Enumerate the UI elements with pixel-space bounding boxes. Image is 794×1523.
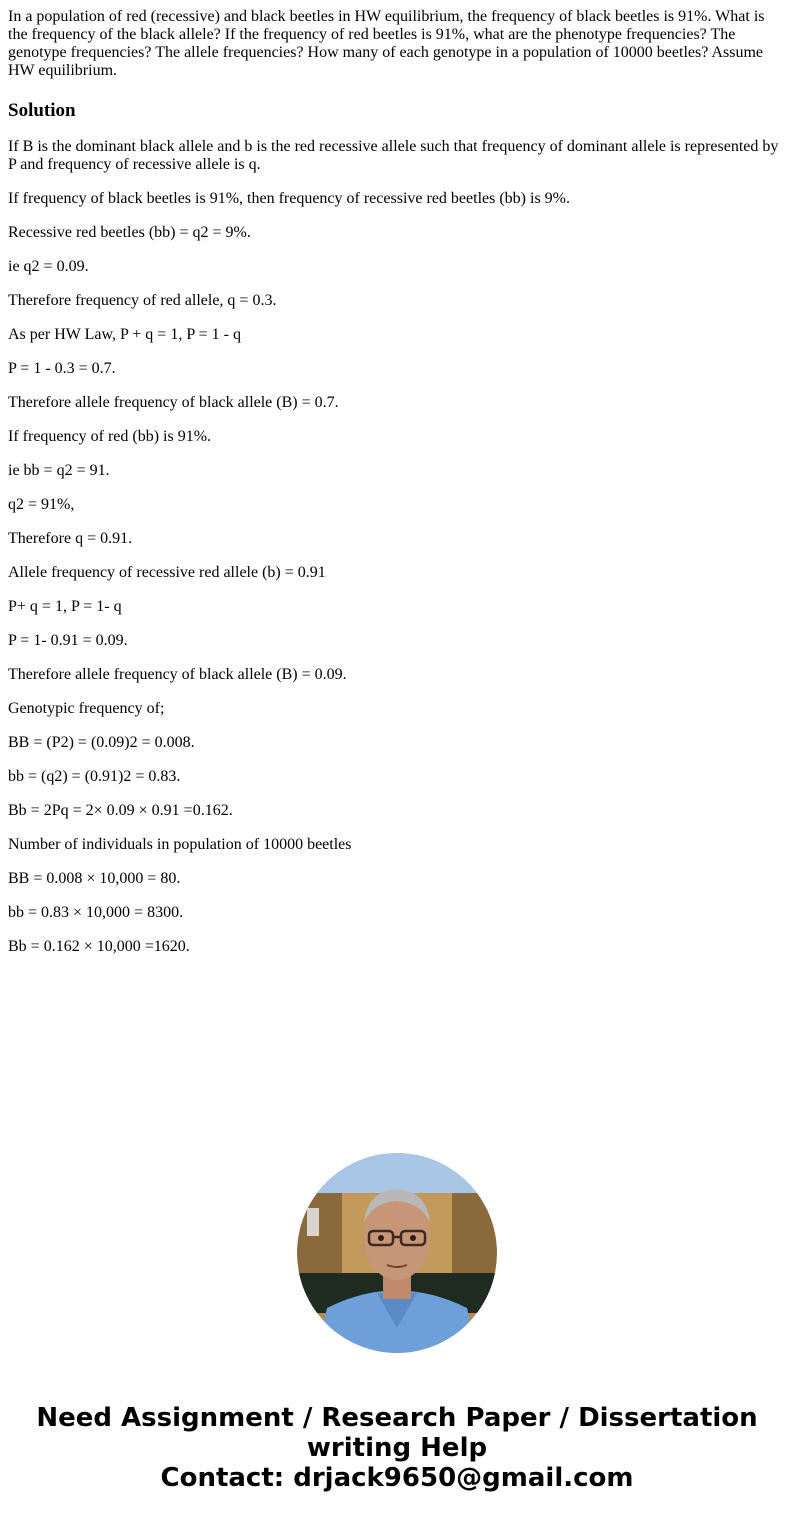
footer-line-2: writing Help <box>306 1433 488 1463</box>
solution-step: Therefore allele frequency of black allele (B) = 0.09. <box>8 666 347 683</box>
footer-contact: Contact: drjack9650@gmail.com <box>160 1463 634 1493</box>
solution-step: BB = 0.008 × 10,000 = 80. <box>8 870 181 887</box>
solution-step: Therefore q = 0.91. <box>8 530 133 547</box>
solution-step: Bb = 2Pq = 2× 0.09 × 0.91 =0.162. <box>8 802 233 819</box>
solution-step: P+ q = 1, P = 1- q <box>8 598 122 615</box>
footer-banner <box>0 1403 794 1493</box>
author-avatar <box>297 1153 497 1353</box>
footer-line-1: Need Assignment / Research Paper / Dissertation <box>36 1403 758 1433</box>
solution-step: Genotypic frequency of; <box>8 700 165 717</box>
solution-heading: Solution <box>8 100 76 121</box>
solution-step: If frequency of black beetles is 91%, then frequency of recessive red beetles (bb) is 9%. <box>8 190 570 207</box>
solution-step: P = 1 - 0.3 = 0.7. <box>8 360 116 377</box>
solution-step: Allele frequency of recessive red allele (b) = 0.91 <box>8 564 326 581</box>
solution-step: P = 1- 0.91 = 0.09. <box>8 632 128 649</box>
solution-step: ie bb = q2 = 91. <box>8 462 110 479</box>
solution-step: Number of individuals in population of 10000 beetles <box>8 836 352 853</box>
question-text: In a population of red (recessive) and black beetles in HW equilibrium, the frequency of black beetles is 91%. What is the frequency of the black allele? If the frequency of red beetles is 91%, what are the phenotype frequencies? The genotype frequencies? The allele frequencies? How many of each genotype in a population of 10000 beetles? Assume HW equilibrium. <box>8 8 765 79</box>
solution-step: bb = 0.83 × 10,000 = 8300. <box>8 904 184 921</box>
solution-step: Bb = 0.162 × 10,000 =1620. <box>8 938 190 955</box>
solution-step: As per HW Law, P + q = 1, P = 1 - q <box>8 326 241 343</box>
solution-step: Therefore allele frequency of black allele (B) = 0.7. <box>8 394 339 411</box>
author-portrait-icon <box>297 1153 497 1353</box>
solution-step: BB = (P2) = (0.09)2 = 0.008. <box>8 734 195 751</box>
solution-step: If B is the dominant black allele and b is the red recessive allele such that frequency of dominant allele is represented by P and frequency of recessive allele is q. <box>8 138 779 173</box>
solution-step: Recessive red beetles (bb) = q2 = 9%. <box>8 224 251 241</box>
document-body <box>8 8 784 972</box>
solution-step: bb = (q2) = (0.91)2 = 0.83. <box>8 768 181 785</box>
solution-step: ie q2 = 0.09. <box>8 258 89 275</box>
solution-steps <box>8 138 784 956</box>
solution-step: Therefore frequency of red allele, q = 0.3. <box>8 292 277 309</box>
solution-step: If frequency of red (bb) is 91%. <box>8 428 212 445</box>
solution-step: q2 = 91%, <box>8 496 75 513</box>
